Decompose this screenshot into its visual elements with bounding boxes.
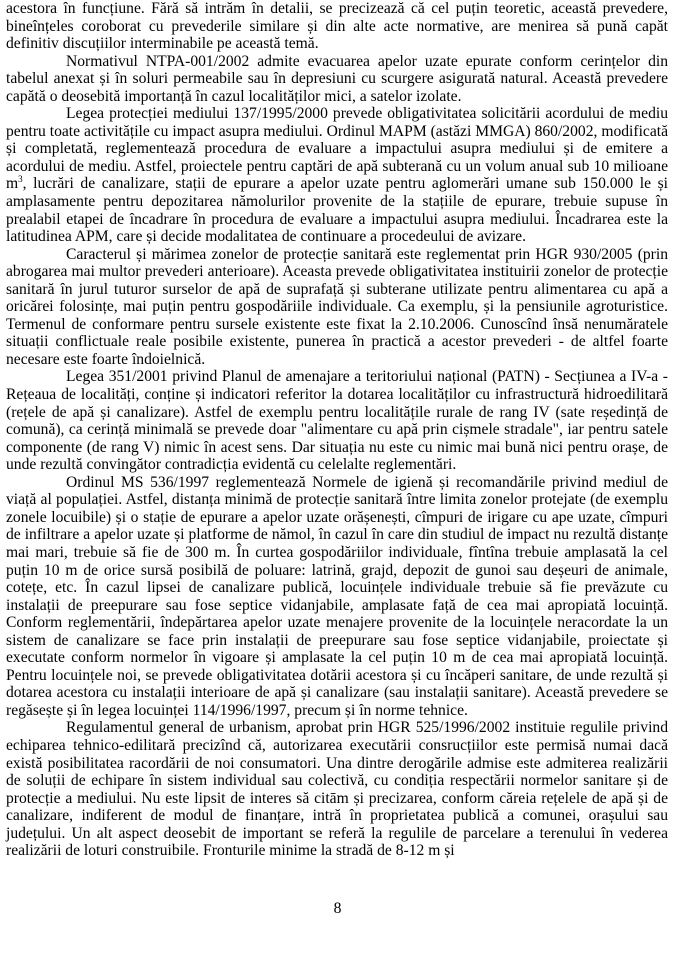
superscript-exponent: 3 [18, 174, 23, 185]
paragraph-text-part: Legea protecției mediului 137/1995/2000 prevede obligativitatea solicitării acordului de mediu pentru toate activitățile cu impact asupra mediului. Ordinul MAPM (astăzi MMGA) 860/2002, modificată și completată, reglementează procedura de evaluare a impactului asupra mediului și de emitere a acordului de mediu. Astfel, proiectele pentru captări de apă subterană cu un volum anual sub 10 milioane m [6, 105, 668, 193]
paragraph-ordinul-ms: Ordinul MS 536/1997 reglementează Normele de igienă și recomandările privind mediul de viață al populației. Astfel, distanța minimă de protecție sanitară între limita zonelor protejate (de exemplu zonele locuibile) și o stație de epurare a apelor uzate orășenești, cîmpuri de irigare cu ape uzate, cîmpuri de infiltrare a apelor uzate și platforme de nămol, în cazul în care din studiul de impact nu rezultă distanțe mai mari, trebuie să fie de 300 m. În curtea gospodăriilor individuale, fîntîna trebuie amplasată la cel puțin 10 m de orice sursă posibilă de poluare: latrină, grajd, depozit de gunoi sau deșeuri de animale, cotețe, etc. În cazul lipsei de canalizare publică, locuințele individuale trebuie să fie prevăzute cu instalații de preepurare sau fose septice vidanjabile, amplasate față de cea mai apropiată locuință. Conform reglementării, îndepărtarea apelor uzate menajere provenite de la locuințele neracordate la un sistem de canalizare se face prin instalații de preepurare sau fose septice vidanjabile, proiectate și executate conform normelor în vigoare și amplasate la cel puțin 10 m de cea mai apropiată locuință. Pentru locuințele noi, se prevede obligativitatea dotării acestora și cu încăperi sanitare, de unde rezultă și dotarea acestora cu instalații interioare de apă și canalizare (sau instalații sanitare). Această prevedere se regăsește și în legea locuinței 114/1996/1997, precum și în norme tehnice. [6, 473, 668, 719]
page-number: 8 [333, 900, 342, 917]
paragraph-legea-protectiei-mediului [6, 105, 668, 245]
document-page [6, 0, 668, 860]
paragraph-continuation: acestora în funcțiune. Fără să intrăm în detalii, se precizează că cel puțin teoretic, această prevedere, bineînțeles coroborat cu prevederile similare și din alte acte normative, are menirea să pună capăt definitiv discuțiilor interminabile pe această temă. [6, 0, 668, 53]
paragraph-legea-351: Legea 351/2001 privind Planul de amenajare a teritoriului național (PATN) - Secțiunea a IV-a - Rețeaua de localități, conține și indicatori referitor la dotarea localităților cu infrastructură hidroedilitară (rețele de apă și canalizare). Astfel de exemplu pentru localitățile rurale de rang IV (sate reședință de comună), ca cerință minimală se prevede doar "alimentare cu apă prin cișmele stradale", iar pentru satele componente (de rang V) nimic în acest sens. Dar situația nu este cu nimic mai bună nici pentru orașe, de unde rezultă convingător contradicția evidentă cu celelalte reglementări. [6, 368, 668, 474]
paragraph-text-part: , lucrări de canalizare, stații de epurare a apelor uzate pentru aglomerări umane sub 150.000 le și amplasamente pentru depozitarea nămolurilor provenite de la stațiile de epurare, trebuie supuse în prealabil etapei de încadrare în procedura de evaluare a impactului asupra mediului. Încadrarea este la latitudinea APM, care și decide modalitatea de continuare a procedeului de avizare. [6, 175, 668, 246]
paragraph-regulament-urbanism: Regulamentul general de urbanism, aprobat prin HGR 525/1996/2002 instituie regulile privind echiparea tehnico-edilitară precizînd că, autorizarea executării consrucțiilor este permisă numai dacă există posibilitatea racordării de noi consumatori. Una dintre derogările admise este admiterea realizării de soluții de echipare în sistem individual sau colectivă, cu condiția respectării normelor sanitare și de protecție a mediului. Nu este lipsit de interes să citām și precizarea, conform căreia rețelele de apă și de canalizare, indiferent de modul de finanțare, intră în proprietatea publică a comunei, orașului sau județului. Un alt aspect deosebit de important se referă la regulile de parcelare a terenului în vederea realizării de loturi construibile. Fronturile minime la stradă de 8-12 m și [6, 719, 668, 860]
paragraph-ntpa: Normativul NTPA-001/2002 admite evacuarea apelor uzate epurate conform cerințelor din tabelul anexat și în soluri permeabile sau în depresiuni cu scurgere asigurată natural. Această prevedere capătă o deosebită importanță în cazul localităților mici, a satelor izolate. [6, 52, 668, 105]
paragraph-zone-protectie-sanitara: Caracterul și mărimea zonelor de protecție sanitară este reglementat prin HGR 930/2005 (prin abrogarea mai multor prevederi anterioare). Aceasta prevede obligativitatea instituirii zonelor de protecție sanitară în jurul tuturor surselor de apă de suprafață și subterane utilizate pentru alimentarea cu apă a oricărei folosințe, mai puțin pentru gospodăriile individuale. Ca exemplu, și la pensiunile agroturistice. Termenul de conformare pentru sursele existente este fixat la 2.10.2006. Cunoscînd însă nenumăratele situații conflictuale reale posibile existente, punerea în practică a acestor prevederi - de altfel foarte necesare este foarte îndoielnică. [6, 245, 668, 368]
